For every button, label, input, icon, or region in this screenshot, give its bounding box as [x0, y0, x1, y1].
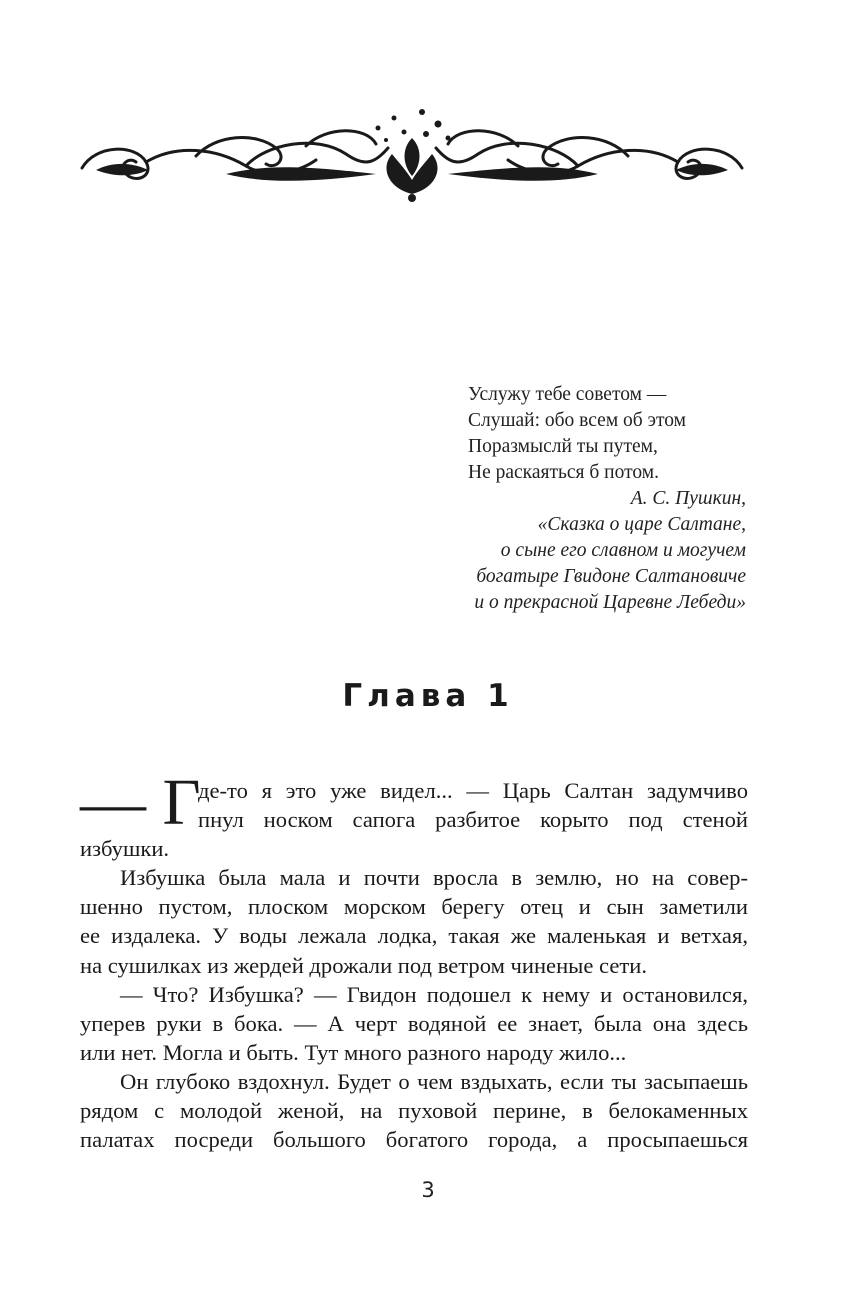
- body-line: уперев руки в бока. — А черт водяной ее знает, была она здесь: [80, 1010, 748, 1036]
- epigraph-verse-line: Поразмыслй ты путем,: [468, 436, 658, 457]
- drop-cap: — Г: [80, 766, 201, 839]
- body-line: избушки.: [80, 836, 170, 862]
- chapter-body: [80, 766, 748, 1154]
- body-line: рядом с молодой женой, на пуховой перине, в белокаменных: [80, 1098, 748, 1124]
- epigraph-verse-line: Услужу тебе советом —: [468, 384, 667, 405]
- body-line: Он глубоко вздохнул. Будет о чем вздыхать, если ты засыпаешь: [120, 1068, 748, 1094]
- epigraph-attribution-line: «Сказка о царе Салтане,: [537, 514, 746, 535]
- body-line: пнул носком сапога разбитое корыто под стеной: [198, 807, 748, 833]
- chapter-title: Глава 1: [342, 678, 514, 714]
- body-line: ее издалека. У воды лежала лодка, такая же маленькая и ветхая,: [80, 923, 748, 949]
- epigraph: [400, 382, 746, 616]
- body-line: или нет. Могла и быть. Тут много разного народу жило...: [80, 1039, 627, 1065]
- epigraph-attribution-line: о сыне его славном и могучем: [500, 540, 746, 561]
- epigraph-attribution-line: А. С. Пушкин,: [630, 488, 746, 509]
- body-line: палатах посреди большого богатого города, а просыпаешься: [80, 1127, 748, 1153]
- page-number: 3: [421, 1178, 435, 1202]
- epigraph-verse-line: Не раскаяться б потом.: [468, 462, 659, 483]
- decorative-ornament: [76, 104, 748, 204]
- body-line: шенно пустом, плоском морском берегу отец и сын заметили: [80, 894, 748, 920]
- body-line: на сушилках из жердей дрожали под ветром чиненые сети.: [80, 952, 647, 978]
- epigraph-verse-line: Слушай: обо всем об этом: [468, 410, 686, 431]
- body-line: — Что? Избушка? — Гвидон подошел к нему и остановился,: [120, 981, 748, 1007]
- body-line: де-то я это уже видел... — Царь Салтан задумчиво: [198, 778, 748, 803]
- epigraph-attribution-line: богатыре Гвидоне Салтановиче: [476, 566, 746, 587]
- body-line: Избушка была мала и почти вросла в землю, но на совер-: [120, 865, 748, 891]
- epigraph-attribution-line: и о прекрасной Царевне Лебеди»: [474, 592, 746, 613]
